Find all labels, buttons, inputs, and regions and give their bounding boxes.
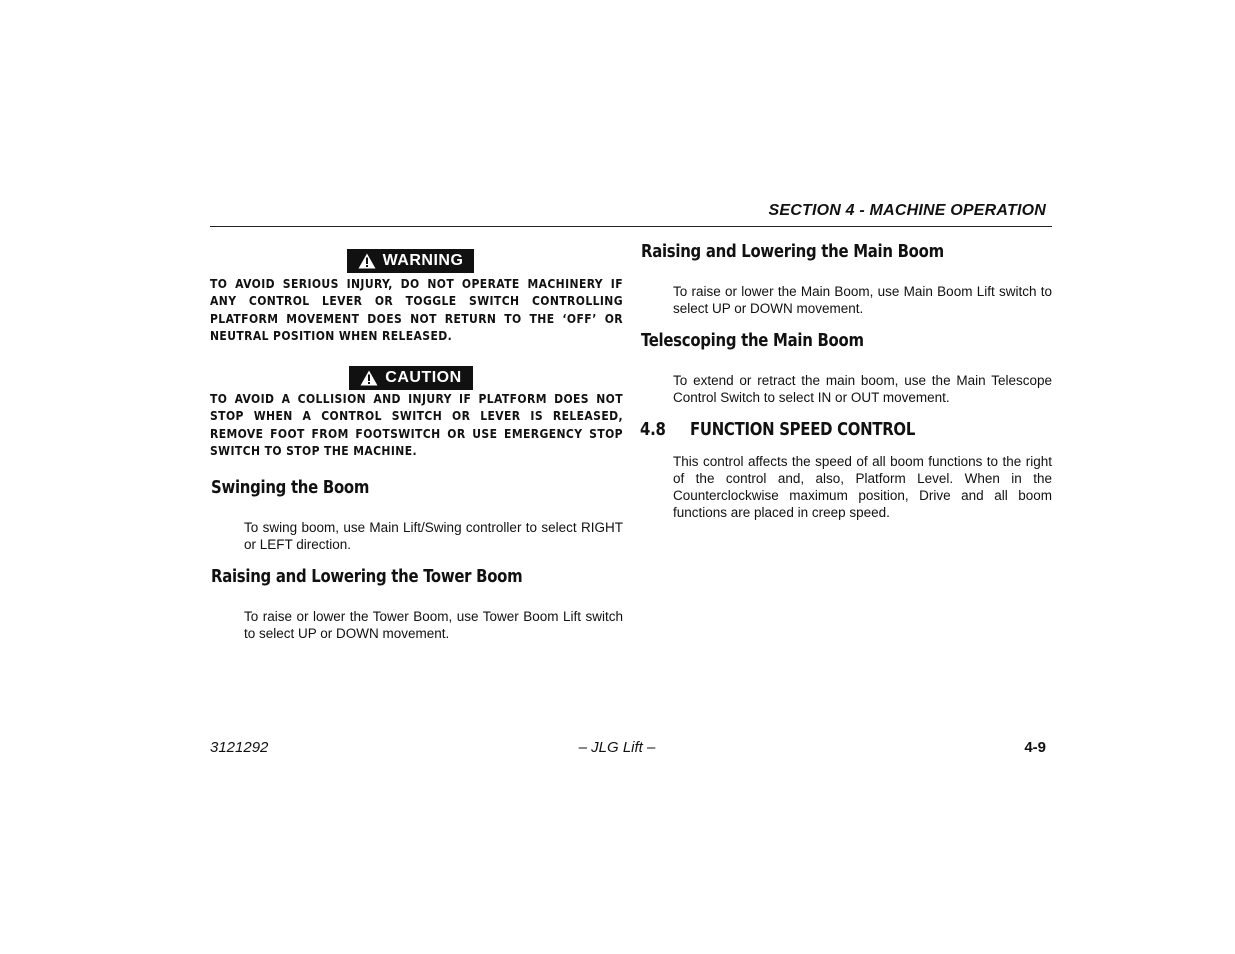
main-boom-text: To raise or lower the Main Boom, use Main Boom Lift switch to select UP or DOWN movement. [673, 284, 1052, 316]
telescope-heading: Telescoping the Main Boom [641, 330, 864, 351]
speed-text: This control affects the speed of all boom functions to the right of the control and, also, Platform Level. When in the Counterclockwise maximum position, Drive and all boom functions are placed in creep speed. [673, 454, 1052, 520]
caution-icon [360, 370, 378, 386]
tower-heading: Raising and Lowering the Tower Boom [211, 566, 523, 587]
swing-heading: Swinging the Boom [211, 477, 370, 498]
footer-center: – JLG Lift – [578, 739, 656, 756]
telescope-text: To extend or retract the main boom, use the Main Telescope Control Switch to select IN or OUT movement. [673, 373, 1052, 405]
caution-badge [349, 366, 473, 390]
header-rule [210, 226, 1052, 227]
speed-heading: FUNCTION SPEED CONTROL [690, 419, 916, 440]
doc-number: 3121292 [210, 739, 269, 756]
page-number: 4-9 [1024, 739, 1046, 756]
main-boom-heading: Raising and Lowering the Main Boom [641, 241, 944, 262]
warning-badge [347, 249, 474, 273]
warning-text: TO AVOID SERIOUS INJURY, DO NOT OPERATE MACHINERY IF ANY CONTROL LEVER OR TOGGLE SWITCH CONTROLLING PLATFORM MOVEMENT DOES NOT RETURN TO THE ‘OFF’ OR NEUTRAL POSITION WHEN RELEASED. [210, 277, 623, 343]
warning-icon [358, 253, 376, 269]
section-header: SECTION 4 - MACHINE OPERATION [768, 202, 1046, 219]
caution-label: CAUTION [385, 369, 462, 386]
speed-section-number: 4.8 [640, 419, 666, 440]
swing-text: To swing boom, use Main Lift/Swing controller to select RIGHT or LEFT direction. [244, 520, 623, 552]
warning-label: WARNING [382, 252, 464, 269]
caution-text: TO AVOID A COLLISION AND INJURY IF PLATFORM DOES NOT STOP WHEN A CONTROL SWITCH OR LEVER IS RELEASED, REMOVE FOOT FROM FOOTSWITCH OR USE EMERGENCY STOP SWITCH TO STOP THE MACHINE. [210, 392, 623, 458]
tower-text: To raise or lower the Tower Boom, use Tower Boom Lift switch to select UP or DOWN movement. [244, 609, 623, 641]
